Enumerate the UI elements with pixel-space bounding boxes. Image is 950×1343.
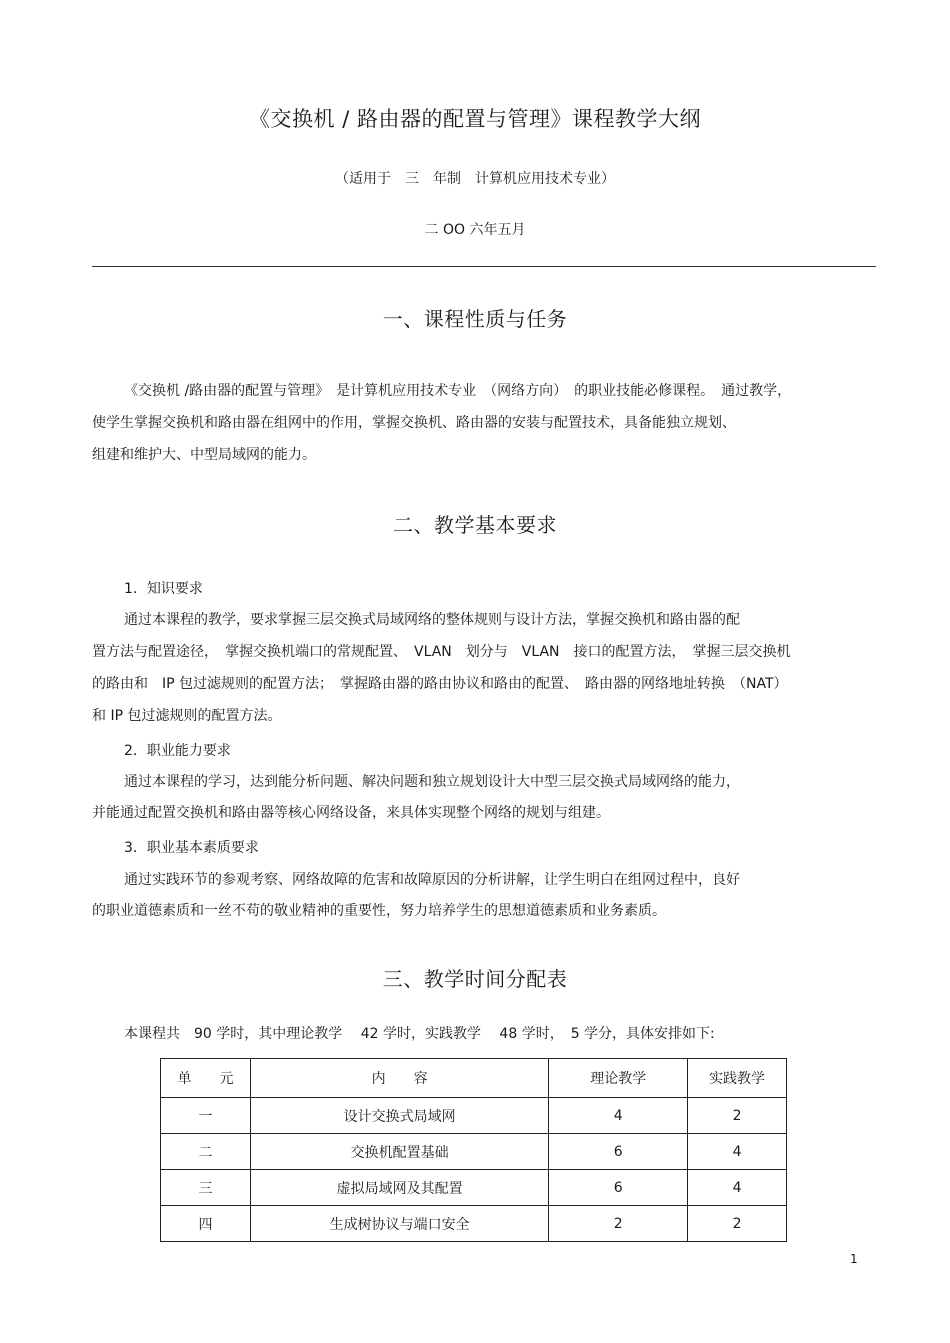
subsection-title-knowledge: 1．知识要求 bbox=[124, 581, 203, 597]
cell-content: 设计交换式局域网 bbox=[250, 1098, 548, 1134]
document-date: 二 OO 六年五月 bbox=[424, 222, 526, 238]
schedule-intro: 本课程共 90 学时，其中理论教学 42 学时，实践教学 48 学时， 5 学分，具体安排如下: bbox=[124, 1026, 715, 1042]
table-row bbox=[161, 1098, 787, 1134]
table-row bbox=[161, 1134, 787, 1170]
column-header-content: 内 容 bbox=[250, 1059, 548, 1098]
cell-practice: 2 bbox=[688, 1098, 787, 1134]
document-subtitle: （适用于 三 年制 计算机应用技术专业） bbox=[335, 171, 615, 187]
paragraph-line: 通过本课程的学习，达到能分析问题、解决问题和独立规划设计大中型三层交换式局域网络的能力， bbox=[124, 774, 740, 790]
table-header-row bbox=[161, 1059, 787, 1098]
paragraph-line: 并能通过配置交换机和路由器等核心网络设备，来具体实现整个网络的规划与组建。 bbox=[92, 805, 610, 821]
paragraph-line: 和 IP 包过滤规则的配置方法。 bbox=[92, 708, 282, 724]
cell-unit: 二 bbox=[161, 1134, 251, 1170]
column-header-theory: 理论教学 bbox=[549, 1059, 688, 1098]
paragraph-line: 使学生掌握交换机和路由器在组网中的作用，掌握交换机、路由器的安装与配置技术，具备能独立规划、 bbox=[92, 415, 736, 431]
column-header-unit: 单 元 bbox=[161, 1059, 251, 1098]
paragraph-line: 《交换机 /路由器的配置与管理》 是计算机应用技术专业 （网络方向） 的职业技能必修课程。 通过教学， bbox=[124, 383, 792, 399]
paragraph-line: 通过实践环节的参观考察、网络故障的危害和故障原因的分析讲解，让学生明白在组网过程中，良好 bbox=[124, 872, 740, 888]
section-heading-1: 一、课程性质与任务 bbox=[382, 307, 568, 331]
subsection-title-quality: 3．职业基本素质要求 bbox=[124, 840, 259, 856]
subsection-title-ability: 2．职业能力要求 bbox=[124, 743, 231, 759]
paragraph-line: 的路由和 IP 包过滤规则的配置方法； 掌握路由器的路由协议和路由的配置、 路由器的网络地址转换 （NAT） bbox=[92, 676, 788, 692]
document-title: 《交换机 / 路由器的配置与管理》课程教学大纲 bbox=[249, 107, 701, 131]
paragraph-line: 置方法与配置途径， 掌握交换机端口的常规配置、 VLAN 划分与 VLAN 接口的配置方法， 掌握三层交换机 bbox=[92, 644, 791, 660]
cell-theory: 6 bbox=[549, 1170, 688, 1206]
cell-theory: 2 bbox=[549, 1206, 688, 1242]
cell-content: 生成树协议与端口安全 bbox=[250, 1206, 548, 1242]
cell-practice: 2 bbox=[688, 1206, 787, 1242]
cell-practice: 4 bbox=[688, 1134, 787, 1170]
column-header-practice: 实践教学 bbox=[688, 1059, 787, 1098]
cell-unit: 四 bbox=[161, 1206, 251, 1242]
table-row bbox=[161, 1206, 787, 1242]
cell-unit: 一 bbox=[161, 1098, 251, 1134]
cell-practice: 4 bbox=[688, 1170, 787, 1206]
paragraph-line: 的职业道德素质和一丝不苟的敬业精神的重要性，努力培养学生的思想道德素质和业务素质。 bbox=[92, 903, 666, 919]
header-divider bbox=[92, 266, 876, 267]
cell-theory: 4 bbox=[549, 1098, 688, 1134]
cell-theory: 6 bbox=[549, 1134, 688, 1170]
schedule-table bbox=[160, 1058, 787, 1242]
cell-content: 交换机配置基础 bbox=[250, 1134, 548, 1170]
section-heading-2: 二、教学基本要求 bbox=[393, 513, 557, 537]
paragraph-line: 通过本课程的教学，要求掌握三层交换式局域网络的整体规则与设计方法，掌握交换机和路由器的配 bbox=[124, 612, 740, 628]
section-heading-3: 三、教学时间分配表 bbox=[382, 967, 568, 991]
paragraph-line: 组建和维护大、中型局域网的能力。 bbox=[92, 447, 316, 463]
table-row bbox=[161, 1170, 787, 1206]
page-number: 1 bbox=[850, 1252, 858, 1266]
cell-content: 虚拟局域网及其配置 bbox=[250, 1170, 548, 1206]
cell-unit: 三 bbox=[161, 1170, 251, 1206]
